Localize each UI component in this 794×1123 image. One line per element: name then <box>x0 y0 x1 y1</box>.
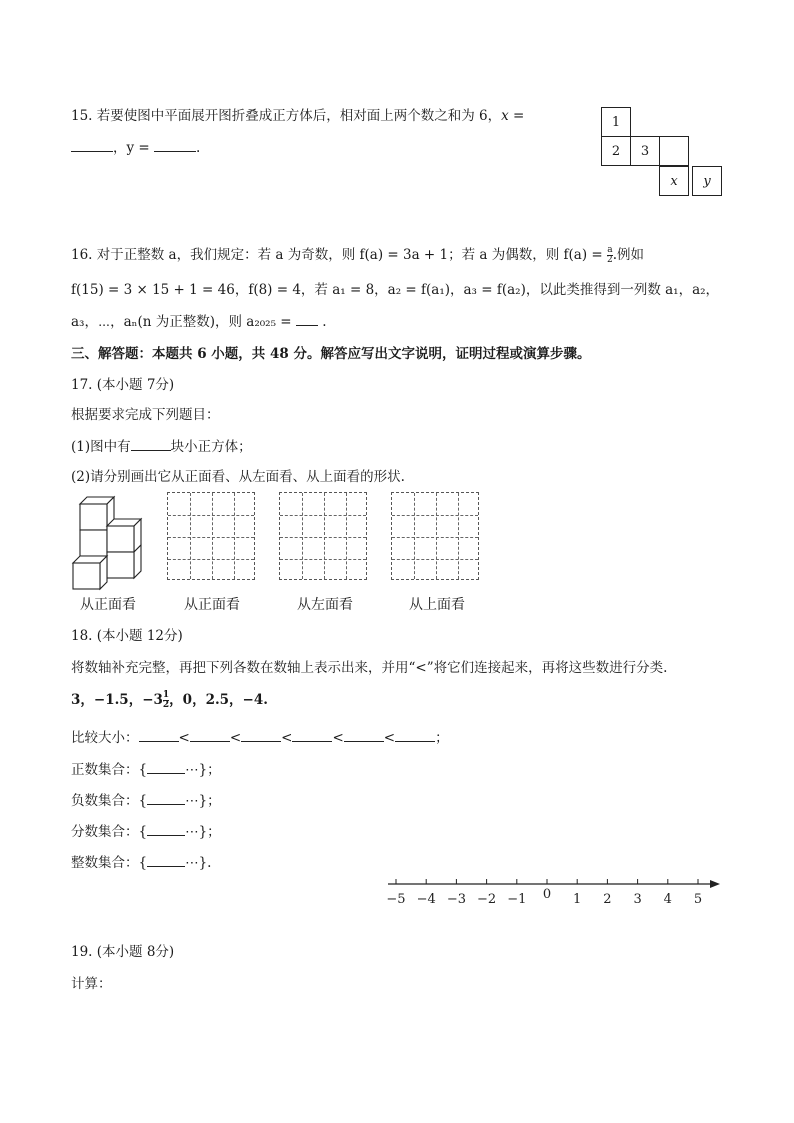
compare-blank-2[interactable] <box>190 727 230 742</box>
net-cell-x: x <box>659 166 689 196</box>
q16-frac-den: 2 <box>607 255 613 265</box>
set-fraction-blank[interactable] <box>147 821 185 836</box>
net-cell-y: y <box>692 166 722 196</box>
q17-intro: 根据要求完成下列题目： <box>71 407 220 423</box>
q17-caption-left: 从左面看 <box>297 597 353 613</box>
axis-tick-label: −4 <box>416 892 436 907</box>
q16-text-2: .例如 <box>612 247 645 263</box>
q15-text: 15. 若要使图中平面展开图折叠成正方体后，相对面上两个数之和为 6， <box>71 108 502 124</box>
set-integer-blank[interactable] <box>147 852 185 867</box>
set-negative-end: ⋯}； <box>185 793 221 809</box>
q15-period: . <box>196 140 201 156</box>
q18-number-line[interactable] <box>380 872 730 912</box>
axis-tick-label: −5 <box>386 892 406 907</box>
q18-numbers <box>71 688 268 710</box>
set-positive-label: 正数集合：{ <box>71 762 148 778</box>
q17-caption-front: 从正面看 <box>184 597 240 613</box>
axis-tick-label: 2 <box>603 892 612 907</box>
net-cell-2: 2 <box>601 136 631 166</box>
q16-line1 <box>71 243 644 265</box>
lt-1: < <box>178 730 190 746</box>
lt-5: < <box>383 730 396 746</box>
q18-numbers-b: ，0，2.5，−4. <box>169 692 268 708</box>
set-positive-end: ⋯}； <box>185 762 221 778</box>
q16-text-3: a₃，⋯，aₙ(n 为正整数)，则 a₂₀₂₅ = <box>71 314 292 330</box>
net-cell-empty <box>659 136 689 166</box>
axis-tick-label: 3 <box>633 892 642 907</box>
q18-set-negative <box>71 789 221 809</box>
q17-title: 17. (本小题 7分) <box>71 377 175 393</box>
compare-end: ； <box>435 730 449 746</box>
q16-answer-blank[interactable] <box>296 311 318 326</box>
axis-tick-label: −2 <box>477 892 497 907</box>
q17-grid-front[interactable] <box>167 492 255 580</box>
axis-tick-label: −1 <box>507 892 527 907</box>
q18-instruction: 将数轴补充完整，再把下列各数在数轴上表示出来，并用“<”将它们连接起来，再将这些数进行分类. <box>71 660 668 676</box>
net-cell-3: 3 <box>630 136 660 166</box>
q19-calc: 计算： <box>71 976 112 992</box>
axis-arrow-icon <box>710 880 720 888</box>
q18-frac-num: 1 <box>162 690 170 700</box>
q15-x-blank[interactable] <box>71 137 113 152</box>
set-negative-label: 负数集合：{ <box>71 793 148 809</box>
q16-line2: f(15) = 3 × 15 + 1 = 46，f(8) = 4，若 a₁ = 8，a₂ = f(a₁)，a₃ = f(a₂)，以此类推得到一列数 a₁，a₂， <box>71 282 720 298</box>
q15-y-blank[interactable] <box>154 137 196 152</box>
set-integer-label: 整数集合：{ <box>71 855 148 871</box>
q15-y-eq: ，y = <box>113 140 150 156</box>
compare-blank-4[interactable] <box>292 727 332 742</box>
q16-line3 <box>71 310 327 330</box>
q16-text-1: 16. 对于正整数 a，我们规定：若 a 为奇数，则 f(a) = 3a + 1；若 a 为偶数，则 f(a) = <box>71 247 608 263</box>
axis-tick-label: −3 <box>446 892 466 907</box>
section3-heading: 三、解答题：本题共 6 小题，共 48 分。解答应写出文字说明，证明过程或演算步骤。 <box>71 346 591 362</box>
axis-tick-label: 4 <box>663 892 672 907</box>
set-fraction-end: ⋯}； <box>185 824 221 840</box>
set-negative-blank[interactable] <box>147 790 185 805</box>
q17-part1-text-a: (1)图中有 <box>71 439 131 455</box>
q17-grid-left[interactable] <box>279 492 367 580</box>
q16-frac-num: a <box>607 245 613 255</box>
q18-set-positive <box>71 758 221 778</box>
set-integer-end: ⋯}. <box>185 855 212 871</box>
q17-part1 <box>71 435 252 455</box>
lt-3: < <box>281 730 293 746</box>
q16-period: . <box>322 314 327 330</box>
q18-numbers-a: 3，−1.5，−3 <box>71 692 163 708</box>
q17-part1-text-b: 块小正方体； <box>170 439 252 455</box>
compare-blank-1[interactable] <box>139 727 179 742</box>
q15-x-eq: x = <box>501 108 525 124</box>
q17-count-blank[interactable] <box>131 436 171 451</box>
compare-blank-3[interactable] <box>241 727 281 742</box>
q17-caption-top: 从上面看 <box>409 597 465 613</box>
q17-caption-figure: 从正面看 <box>80 597 136 613</box>
q15-line2 <box>71 136 200 156</box>
q18-set-fraction <box>71 820 221 840</box>
q19-title: 19. (本小题 8分) <box>71 944 175 960</box>
lt-2: < <box>229 730 242 746</box>
q18-compare <box>71 726 449 746</box>
lt-4: < <box>332 730 344 746</box>
q17-cube-stack-figure <box>68 492 150 592</box>
axis-tick-label: 5 <box>693 892 703 907</box>
q18-frac-den: 2 <box>162 700 170 710</box>
axis-tick-label: 0 <box>542 887 552 902</box>
set-fraction-label: 分数集合：{ <box>71 824 148 840</box>
q18-compare-label: 比较大小： <box>71 730 139 746</box>
q18-set-integer <box>71 851 211 871</box>
net-cell-1: 1 <box>601 107 631 137</box>
q17-grid-top[interactable] <box>391 492 479 580</box>
set-positive-blank[interactable] <box>147 759 185 774</box>
q17-part2: (2)请分别画出它从正面看、从左面看、从上面看的形状. <box>71 469 405 485</box>
axis-tick-label: 1 <box>573 892 582 907</box>
compare-blank-6[interactable] <box>395 727 435 742</box>
q15-line1 <box>71 104 524 124</box>
q18-title: 18. (本小题 12分) <box>71 628 183 644</box>
compare-blank-5[interactable] <box>344 727 384 742</box>
